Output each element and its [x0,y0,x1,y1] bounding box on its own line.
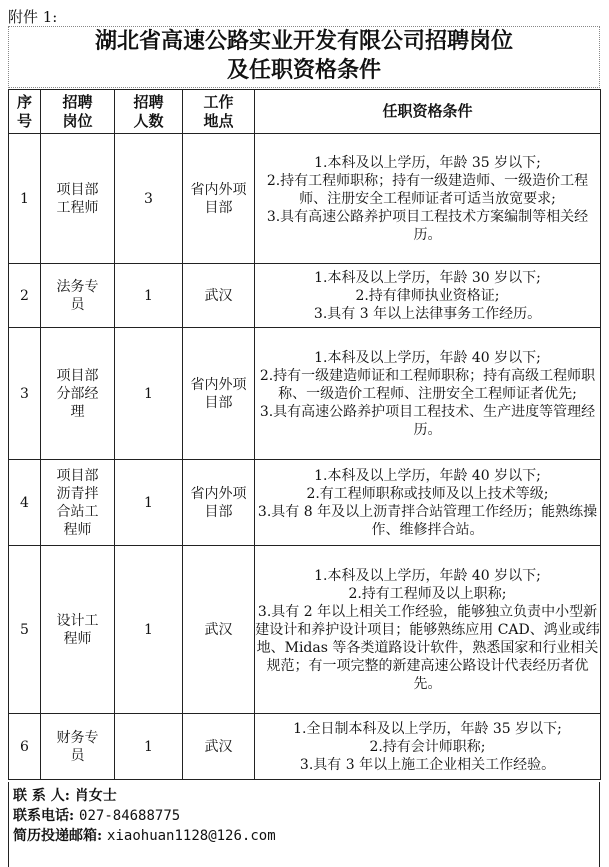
requirement-item: 3.具有 2 年以上相关工作经验，能够独立负责中小型新建设计和养护设计项目；能够熟练应用 CAD、鸿业或纬地、Midas 等各类道路设计软件，熟悉国家和行业相关规范；有一项完整的新建高速公路设计代表经历者优先。 [255,603,600,692]
table-header-row [9,90,601,134]
requirement-item: 3.具有高速公路养护项目工程技术、生产进度等管理经历。 [259,403,596,438]
title-line-2: 及任职资格条件 [226,57,381,83]
row-location: 省内外项目部 [183,134,255,264]
contact-email: 简历投递邮箱: xiaohuan1128@126.com [13,828,276,844]
row-position: 项目部沥青拌合站工程师 [41,460,115,546]
requirement-item: 1.本科及以上学历，年龄 40 岁以下; [314,567,541,584]
row-location: 武汉 [183,546,255,714]
contact-section [8,782,600,867]
row-count: 1 [115,328,183,460]
row-no: 3 [9,328,41,460]
requirement-item: 3.具有 3 年以上施工企业相关工作经验。 [299,756,556,773]
row-position: 法务专员 [41,264,115,328]
table-row [9,264,601,328]
row-position: 设计工程师 [41,546,115,714]
row-location: 武汉 [183,264,255,328]
row-requirements [255,460,601,546]
requirement-item: 2.持有工程师及以上职称; [348,585,507,602]
row-position: 项目部分部经理 [41,328,115,460]
requirement-item: 3.具有高速公路养护项目工程技术方案编制等相关经历。 [266,208,589,243]
requirement-item: 2.持有工程师职称；持有一级建造师、一级造价工程师、注册安全工程师证者可适当放宽要求; [266,172,589,207]
requirement-item: 2.持有会计师职称; [369,738,486,755]
header-location: 工作 地点 [183,90,255,134]
row-no: 4 [9,460,41,546]
row-requirements [255,714,601,780]
requirement-item: 2.持有一级建造师证和工程师职称；持有高级工程师职称、一级造价工程师、注册安全工程师证者优先; [259,367,596,402]
table-row [9,328,601,460]
requirement-item: 1.本科及以上学历，年龄 40 岁以下; [314,467,541,484]
header-position: 招聘 岗位 [41,90,115,134]
row-count: 1 [115,546,183,714]
row-count: 1 [115,460,183,546]
header-requirements: 任职资格条件 [255,90,601,134]
row-no: 1 [9,134,41,264]
row-no: 2 [9,264,41,328]
row-requirements [255,264,601,328]
table-row [9,714,601,780]
requirement-item: 1.全日制本科及以上学历，年龄 35 岁以下; [293,720,562,737]
row-requirements [255,546,601,714]
row-position: 财务专员 [41,714,115,780]
table-row [9,460,601,546]
requirement-item: 3.具有 8 年及以上沥青拌合站管理工作经历；能熟练操作、维修拌合站。 [257,503,598,538]
header-no: 序 号 [9,90,41,134]
requirement-item: 2.有工程师职称或技师及以上技术等级; [306,485,549,502]
row-no: 6 [9,714,41,780]
table-row [9,134,601,264]
attachment-label: 附件 1: [8,8,58,26]
requirement-item: 2.持有律师执业资格证; [355,287,500,304]
row-count: 3 [115,134,183,264]
page-title [8,26,600,88]
requirement-item: 1.本科及以上学历，年龄 30 岁以下; [314,269,541,286]
recruitment-table [8,89,601,780]
contact-phone: 联系电话: 027-84688775 [13,808,181,824]
row-location: 省内外项目部 [183,460,255,546]
row-location: 省内外项目部 [183,328,255,460]
row-count: 1 [115,264,183,328]
header-count: 招聘 人数 [115,90,183,134]
requirement-item: 1.本科及以上学历，年龄 40 岁以下; [314,349,541,366]
row-position: 项目部工程师 [41,134,115,264]
row-no: 5 [9,546,41,714]
row-requirements [255,328,601,460]
requirement-item: 1.本科及以上学历，年龄 35 岁以下; [314,154,541,171]
row-requirements [255,134,601,264]
contact-person: 联 系 人: 肖女士 [13,788,117,804]
row-count: 1 [115,714,183,780]
title-line-1: 湖北省高速公路实业开发有限公司招聘岗位 [94,28,513,54]
row-location: 武汉 [183,714,255,780]
table-row [9,546,601,714]
requirement-item: 3.具有 3 年以上法律事务工作经历。 [313,305,542,322]
